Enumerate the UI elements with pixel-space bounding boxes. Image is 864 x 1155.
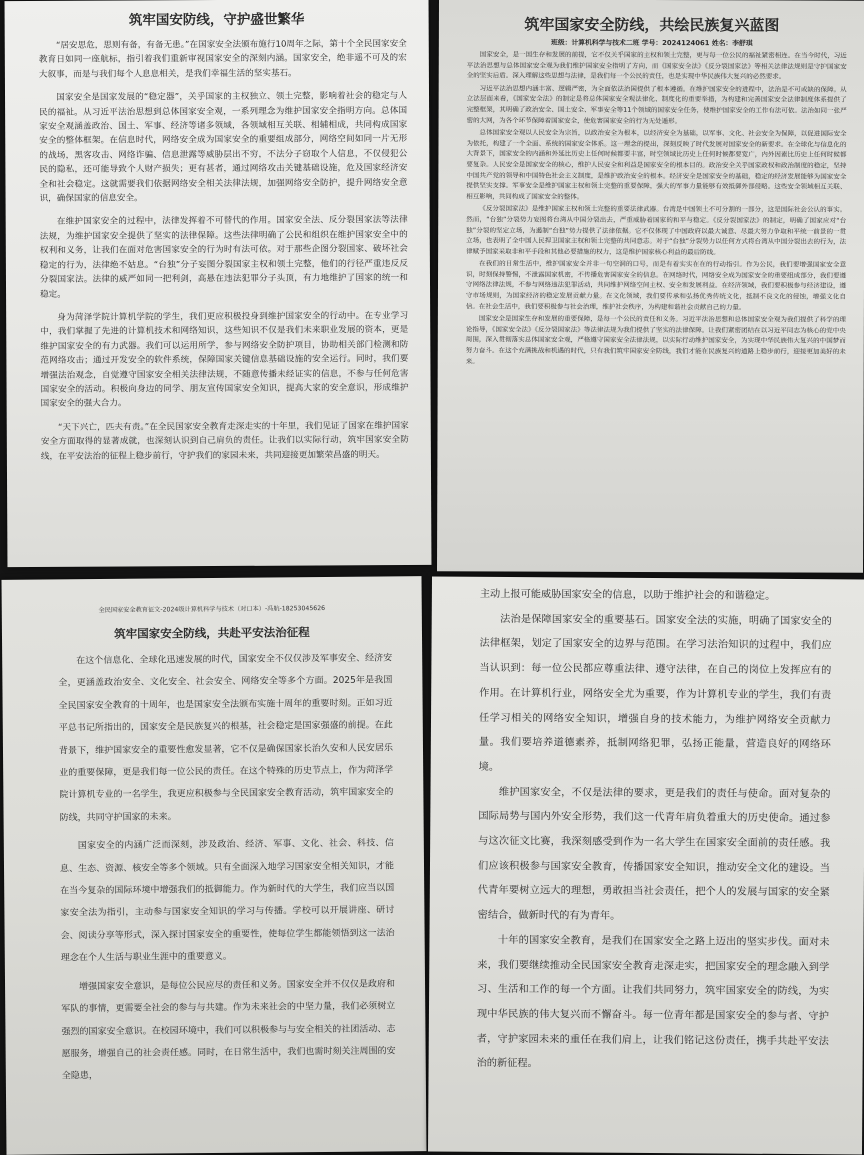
continued-text: 主动上报可能威胁国家安全的信息，以助于维护社会的和谐稳定。 [479,588,776,602]
paragraph: 国家安全，是一国生存和发展的前提，它不仅关乎国家的主权和领土完整，更与每一位公民的福祉紧密相连。在当今时代，习近平法治思想与总体国家安全观为我们维护国家安全指明了方向，而《国家安全法》《反分裂国家法》等相关法律法规则是守护国家安全的坚实后盾。深入理解这些思想与法律，是我们每一个公民的责任，也是实现中华民族伟大复兴的必然要求。 [466,50,847,81]
paragraph: 《反分裂国家法》是维护国家主权和领土完整的重要法律武器。台湾是中国领土不可分割的一部分，这是国际社会公认的事实。然而，“台独”分裂势力妄图将台湾从中国分裂出去，严重威胁着国家的和平与稳定。《反分裂国家法》的制定，明确了国家应对“台独”分裂的坚定立场，为遏制“台独”势力提供了法律依据。它不仅体现了中国政府以最大诚意、尽最大努力争取和平统一前景的一贯立场，也表明了全中国人民捍卫国家主权和领土完整的共同意志。对于“台独”分裂势力以任何方式将台湾从中国分裂出去的行为，法律赋予国家采取非和平手段和其他必要措施的权力，这是维护国家核心利益的最后防线。 [466,204,847,256]
paragraph: 法治是保障国家安全的重要基石。国家安全法的实施，明确了国家安全的法律框架，划定了国家安全的边界与范围。在学习法治知识的过程中，我们应当认识到：每一位公民都应尊重法律、遵守法律，在自己的岗位上发挥应有的作用。在计算机行业，网络安全尤为重要，作为计算机专业的学生，我们有责任学习相关的网络安全知识，增强自身的技术能力，为维护网络安全贡献力量。我们要培养道德素养，抵制网络犯罪，弘扬正能量，营造良好的网络环境。 [478,613,832,773]
page-title: 筑牢国安防线，守护盛世繁华 [128,11,305,29]
paragraph: 在我们的日常生活中，维护国家安全并非一句空洞的口号，而是有着实实在在的行动指引。作为公民，我们要增强国家安全意识，时刻保持警惕，不泄露国家机密，不传播危害国家安全的信息。在网络时代，网络安全成为国家安全的重要组成部分，我们要遵守网络法律法规，不参与网络违法犯罪活动，共同维护网络空间主权、安全和发展利益。在经济领域，我们要积极参与经济建设，遵守市场规则，为国家经济的稳定发展贡献力量。在文化领域，我们要传承和弘扬优秀传统文化，抵制不良文化的侵蚀，增强文化自信。在社会生活中，我们要积极参与社会治理，维护社会秩序，为构建和谐社会贡献自己的力量。 [465,259,847,311]
paragraph: 增强国家安全意识，是每位公民应尽的责任和义务。国家安全并不仅仅是政府和军队的事情，更需要全社会的参与与共建。作为未来社会的中坚力量，我们必须树立强烈的国家安全意识。在校园环境中，我们可以积极参与与安全相关的社团活动、志愿服务，增强自己的社会责任感。同时，在日常生活中，我们也需时刻关注周围的安全隐患， [61,979,396,1082]
essay-page-2 [437,0,864,573]
page-title: 筑牢国家安全防线，共绘民族复兴蓝图 [524,15,780,35]
paragraph: 习近平法治思想内涵丰富、逻辑严密，为全面依法治国提供了根本遵循。在维护国家安全的进程中，法治是不可或缺的保障。从立法层面来看，《国家安全法》的制定是将总体国家安全观法律化、制度化的重要举措，为构建和完善国家安全法律制度体系提供了完整框架，其明确了政治安全、国土安全、军事安全等11个领域的国家安全任务，使维护国家安全的工作有法可依。法治如同一张严密的大网，为各个环节保障着国家安全，使危害国家安全的行为无处遁形。 [466,84,847,125]
paragraph: 维护国家安全，不仅是法律的要求，更是我们的责任与使命。面对复杂的国际局势与国内外安全形势，我们这一代青年肩负着重大的历史使命。通过参与这次征文比赛，我深刻感受到作为一名大学生在国家安全面前的责任感。我们应该积极参与国家安全教育，传播国家安全知识，推动安全文化的建设。当代青年要树立远大的理想，勇敢担当社会责任，把个人的发展与国家的安全紧密结合，做新时代的有为青年。 [477,786,831,922]
paragraph: 总体国家安全观以人民安全为宗旨，以政治安全为根本，以经济安全为基础，以军事、文化、社会安全为保障，以促进国际安全为依托，构建了一个全面、系统的国家安全体系。这一理念的提出，深刻反映了时代发展对国家安全的新要求。在全球化与信息化的大背景下，国家安全的内涵和外延比历史上任何时候都要丰富，时空领域比历史上任何时候都要宽广，内外因素比历史上任何时候都要复杂。人民安全是国家安全的核心，维护人民安全和利益是国家安全的根本目的。政治安全关乎国家政权和政治制度的稳定，坚持中国共产党的领导和中国特色社会主义制度，是维护政治安全的根本。经济安全是国家安全的基础，稳定的经济发展能够为国家安全提供坚实支撑。军事安全是维护国家主权和领土完整的重要保障，强大的军事力量能够有效抵御外部侵略。这些安全领域相互关联、相互影响，共同构成了国家安全的整体。 [466,128,847,201]
paragraph: 在这个信息化、全球化迅速发展的时代，国家安全不仅仅涉及军事安全、经济安全，更涵盖政治安全、文化安全、社会安全、网络安全等多个方面。2025年是我国全民国家安全教育的十周年，也是国家安全法颁布实施十周年的重要时刻。正如习近平总书记所指出的，国家安全是民族复兴的根基，社会稳定是国家强盛的前提。在此背景下，维护国家安全的重要性愈发显著，它不仅是确保国家长治久安和人民安居乐业的重要保障，更是我们每一位公民的责任。在这个特殊的历史节点上，作为菏泽学院计算机专业的一名学生，我更应积极参与全民国家安全教育活动，筑牢国家安全的防线，共同守护国家的未来。 [58,653,394,824]
paragraph: 身为菏泽学院计算机学院的学生，我们更应积极投身到维护国家安全的行动中。在专业学习中，我们掌握了先进的计算机技术和网络知识，这些知识不仅是我们未来职业发展的资本，更是维护国家安全的有力武器。我们可以运用所学，参与网络安全防护项目，协助相关部门检测和防范网络攻击；通过开发安全的软件系统，保障国家关键信息基础设施的安全运行。同时，我们要增强法治观念，自觉遵守国家安全相关法律法规，不随意传播未经证实的信息，不参与任何危害国家安全的活动。积极向身边的同学、朋友宣传国家安全知识，提高大家的安全意识，形成维护国家安全的强大合力。 [40,310,409,410]
paragraph: “天下兴亡，匹夫有责。”在全民国家安全教育走深走实的十年里，我们见证了国家在维护国家安全方面取得的显著成就，也深刻认识到自己肩负的责任。让我们以实际行动，筑牢国家安全防线，在平安法治的征程上稳步前行，守护我们的家园未来，共同迎接更加繁荣昌盛的明天。 [40,420,409,462]
page-title: 筑牢国家安全防线，共赴平安法治征程 [114,625,310,641]
paragraph: “居安思危，思则有备，有备无患。”在国家安全法颁布施行10周年之际，第十个全民国家安全教育日如同一座航标，指引着我们重新审视国家安全的深刻内涵。国家安全，绝非遥不可及的宏大叙事，而是与我们每个人息息相关，是我们幸福生活的坚实基石。 [38,39,407,80]
paragraph: 在维护国家安全的过程中，法律发挥着不可替代的作用。国家安全法、反分裂国家法等法律法规，为维护国家安全提供了坚实的法律保障。这些法律明确了公民和组织在维护国家安全中的权利和义务，让我们在面对危害国家安全的行为时有法可依。对于那些企图分裂国家、破坏社会稳定的行为，法律绝不姑息。“台独”分子妄图分裂国家主权和领土完整，他们的行径严重违反反分裂国家法。法律的威严如同一把利剑，高悬在违法犯罪分子头顶，有力地维护了国家的统一和稳定。 [39,215,409,300]
essay-page-3 [1,576,426,1155]
paragraph: 国家安全的内涵广泛而深刻，涉及政治、经济、军事、文化、社会、科技、信息、生态、资源、核安全等多个领域。只有全面深入地学习国家安全相关知识，才能在当今复杂的国际环境中增强我们的抵御能力。作为新时代的大学生，我们应当以国家安全法为指引，主动参与国家安全知识的学习与传播。学校可以开展讲座、研讨会、阅读分享等形式，深入探讨国家安全的重要性，使每位学生都能领悟到这一法治理念在个人生活与职业生涯中的重要意义。 [59,838,395,964]
essay-page-1 [5,0,432,567]
paragraph: 十年的国家安全教育，是我们在国家安全之路上迈出的坚实步伐。面对未来，我们要继续推动全民国家安全教育走深走实，把国家安全的理念融入到学习、生活和工作的每一个方面。让我们共同努力，筑牢国家安全的防线，为实现中华民族的伟大复兴而不懈奋斗。每一位青年都是国家安全的参与者、守护者，守护家园未来的重任在我们肩上，让我们铭记这份责任，携手共赴平安法治的新征程。 [476,934,830,1070]
essay-page-4 [428,576,864,1154]
page-header: 全民国家安全教育征文-2024级计算机科学与技术（对口本）-冯航-18253045626 [98,605,326,614]
paragraph: 国家安全是国家发展的“稳定器”，关乎国家的主权独立、领土完整，影响着社会的稳定与人民的福祉。从习近平法治思想到总体国家安全观，一系列理念为维护国家安全指明方向。总体国家安全观涵盖政治、国土、军事、经济等诸多领域，各领域相互关联、相辅相成，共同构成国家安全的整体框架。在信息时代，网络安全成为国家安全的重要组成部分，网络空间如同一片无形的战场，黑客攻击、网络诈骗、信息泄露等威胁层出不穷，不法分子窃取个人信息，不仅侵犯公民的隐私，还可能导致个人财产损失；更有甚者，通过网络攻击关键基础设施，危及国家经济安全和社会稳定。这就需要我们依据网络安全相关法律法规，加强网络安全防护，提升网络安全意识，确保国家的信息安全。 [39,91,408,204]
paragraph: 国家安全是国家生存和发展的重要保障，是每一个公民的责任和义务。习近平法治思想和总体国家安全观为我们提供了科学的理论指导，《国家安全法》《反分裂国家法》等法律法规为我们提供了坚实的法律保障。让我们紧密团结在以习近平同志为核心的党中央周围，深入贯彻落实总体国家安全观，严格遵守国家安全法律法规，以实际行动维护国家安全，为实现中华民族伟大复兴的中国梦而努力奋斗。在这个充满挑战和机遇的时代，只有我们筑牢国家安全防线，我们才能在民族复兴的道路上稳步前行，迎接更加美好的未来。 [465,314,846,366]
author-info: 班级：计算机科学与技术二班 学号：2024124061 姓名：李舒琪 [551,38,753,48]
